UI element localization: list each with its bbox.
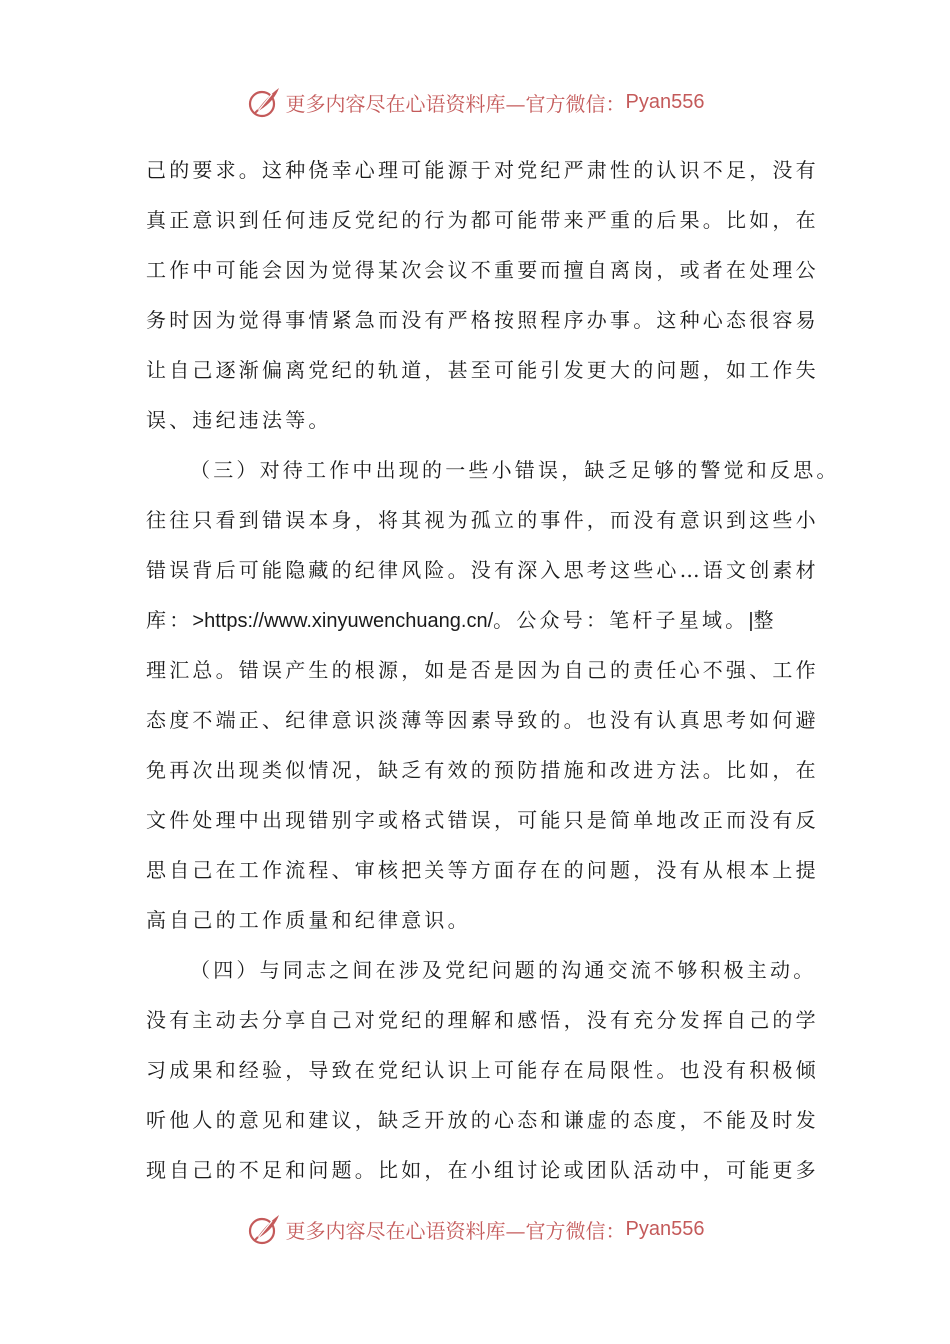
text-line: 态度不端正、纪律意识淡薄等因素导致的。也没有认真思考如何避 [146,708,819,732]
text-line: 务时因为觉得事情紧急而没有严格按照程序办事。这种心态很容易 [146,308,819,332]
text-line: 习成果和经验，导致在党纪认识上可能存在局限性。也没有积极倾 [146,1058,819,1082]
text-line: 没有主动去分享自己对党纪的理解和感悟，没有充分发挥自己的学 [146,1008,819,1032]
document-body [146,145,840,1195]
text-line: 误、违纪违法等。 [146,408,332,432]
banner-text: 更多内容尽在心语资料库—官方微信： [285,91,626,116]
footer-banner [0,1207,950,1251]
text-fragment: 整 [753,608,777,632]
text-line: 工作中可能会因为觉得某次会议不重要而擅自离岗，或者在处理公 [146,258,819,282]
separator-bar: | [748,610,754,632]
text-line: 文件处理中出现错别字或格式错误，可能只是简单地改正而没有反 [146,808,819,832]
text-line: 思自己在工作流程、审核把关等方面存在的问题，没有从根本上提 [146,858,819,882]
text-line: 让自己逐渐偏离党纪的轨道，甚至可能引发更大的问题，如工作失 [146,358,819,382]
text-line: 高自己的工作质量和纪律意识。 [146,908,471,932]
wechat-id: Pyan556 [625,90,705,113]
text-line-with-link [146,595,810,645]
text-line: 错误背后可能隐藏的纪律风险。没有深入思考这些心…语文创素材 [146,558,819,582]
text-fragment: 。公众号：笔杆子星域。 [493,608,749,632]
feather-pen-logo-icon [246,1211,282,1247]
text-line: 往往只看到错误本身，将其视为孤立的事件，而没有意识到这些小 [146,508,819,532]
feather-pen-logo-icon [246,84,282,120]
text-line: 理汇总。错误产生的根源，如是否是因为自己的责任心不强、工作 [146,658,819,682]
text-line: 真正意识到任何违反党纪的行为都可能带来严重的后果。比如，在 [146,208,819,232]
wechat-id: Pyan556 [625,1217,705,1240]
paragraph-heading-three: （三）对待工作中出现的一些小错误，缺乏足够的警觉和反思。 [190,458,840,482]
website-link[interactable]: >https://www.xinyuwenchuang.cn/ [192,610,494,632]
text-line: 听他人的意见和建议，缺乏开放的心态和谦虚的态度，不能及时发 [146,1108,819,1132]
text-line: 免再次出现类似情况，缺乏有效的预防措施和改进方法。比如，在 [146,758,819,782]
text-line: 现自己的不足和问题。比如，在小组讨论或团队活动中，可能更多 [146,1158,819,1182]
text-line: 己的要求。这种侥幸心理可能源于对党纪严肃性的认识不足，没有 [146,158,819,182]
banner-text: 更多内容尽在心语资料库—官方微信： [285,1218,626,1243]
text-fragment: 库： [146,608,193,632]
paragraph-heading-four: （四）与同志之间在涉及党纪问题的沟通交流不够积极主动。 [190,958,817,982]
header-banner [0,80,950,124]
